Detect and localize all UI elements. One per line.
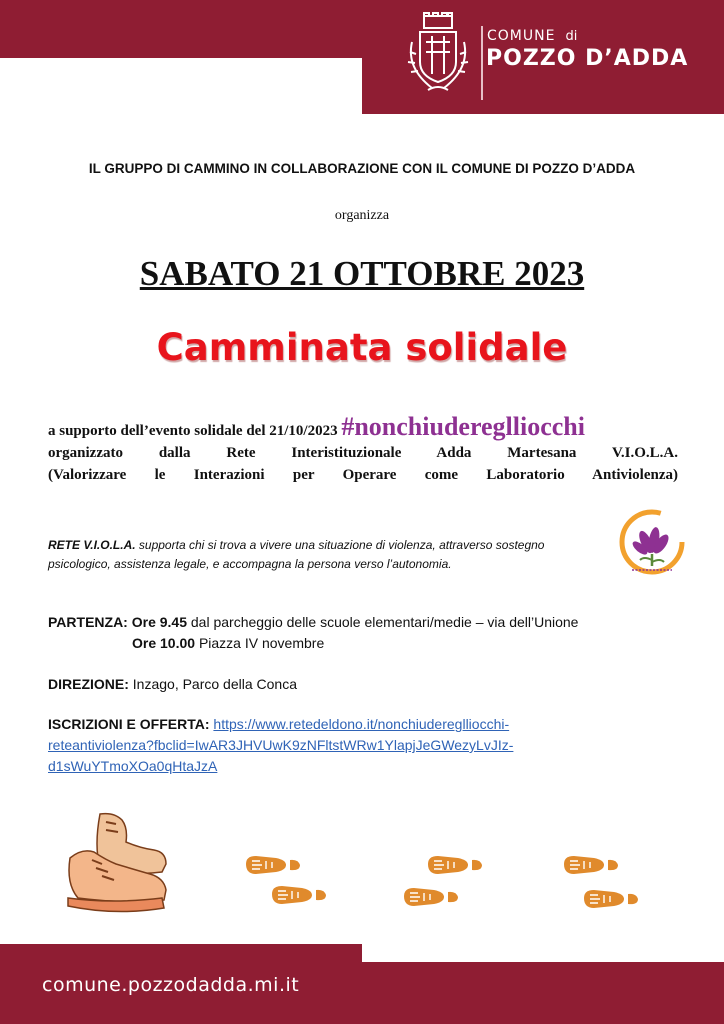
viola-description	[48, 536, 608, 574]
footprint-icon	[404, 888, 458, 906]
organizza-text: organizza	[334, 208, 390, 223]
registration-link-part-3[interactable]: d1sWuYTmoXOa0qHtaJzA	[48, 758, 218, 774]
partenza-place-2: Piazza IV novembre	[195, 635, 325, 651]
footprint-icon	[584, 890, 638, 908]
event-title: Camminata solidale	[156, 326, 568, 369]
footprints-group	[244, 850, 694, 922]
footprint-icon	[564, 856, 618, 874]
support-lead: a supporto dell’evento solidale del 21/10/2023	[48, 423, 338, 439]
viola-name: RETE V.I.O.L.A.	[48, 538, 136, 552]
logo-divider	[481, 26, 483, 100]
partenza-line-1	[48, 612, 578, 632]
registration-link-part-2[interactable]: reteantiviolenza?fbclid=IwAR3JHVUwK9zNFltstWRw1YlapjJeGWezyLvJIz-	[48, 737, 514, 753]
partenza-line-2	[132, 633, 324, 653]
footprint-icon	[272, 886, 326, 904]
partenza-time-2: Ore 10.00	[132, 635, 196, 651]
footer-website[interactable]: comune.pozzodadda.mi.it	[42, 974, 300, 996]
footprint-icon	[246, 856, 300, 874]
hashtag: #nonchiudereglliocchi	[341, 412, 585, 441]
viola-network-logo-icon	[616, 508, 688, 580]
event-date: SABATO 21 OTTOBRE 2023	[139, 254, 585, 293]
direzione-label: DIREZIONE:	[48, 676, 129, 692]
intro-heading: IL GRUPPO DI CAMMINO IN COLLABORAZIONE CON IL COMUNE DI POZZO D’ADDA	[88, 161, 636, 176]
iscrizioni-line-3	[48, 756, 217, 776]
logo-comune	[487, 28, 577, 44]
support-line-3: (Valorizzare le Interazioni per Operare come Laboratorio Antiviolenza)	[48, 467, 678, 483]
logo-town-name: POZZO D’ADDA	[486, 46, 689, 71]
sneaker-icon	[62, 808, 172, 920]
partenza-time-1: Ore 9.45	[131, 614, 187, 630]
iscrizioni-line-2	[48, 735, 513, 755]
support-block	[48, 412, 678, 486]
direzione-value: Inzago, Parco della Conca	[128, 676, 297, 692]
municipal-crest-icon	[402, 12, 474, 102]
logo-comune-word: COMUNE	[487, 28, 556, 44]
partenza-place-1: dal parcheggio delle scuole elementari/medie – via dell’Unione	[187, 614, 579, 630]
footer-white-notch	[362, 944, 724, 962]
header-white-panel	[0, 58, 362, 118]
support-line-1	[48, 412, 678, 442]
viola-text: supporta chi si trova a vivere una situazione di violenza, attraverso sostegno psicologico, assistenza legale, e accompagna la persona verso l’autonomia.	[48, 538, 545, 571]
registration-link-part-1[interactable]: https://www.retedeldono.it/nonchiudereglliocchi-	[213, 716, 510, 732]
direzione-line	[48, 674, 297, 694]
support-line-2: organizzato dalla Rete Interistituzionale Adda Martesana V.I.O.L.A.	[48, 445, 678, 461]
iscrizioni-label: ISCRIZIONI E OFFERTA:	[48, 716, 210, 732]
footprint-icon	[428, 856, 482, 874]
partenza-label: PARTENZA:	[48, 614, 128, 630]
logo-di: di	[565, 29, 578, 44]
iscrizioni-line-1	[48, 714, 509, 734]
